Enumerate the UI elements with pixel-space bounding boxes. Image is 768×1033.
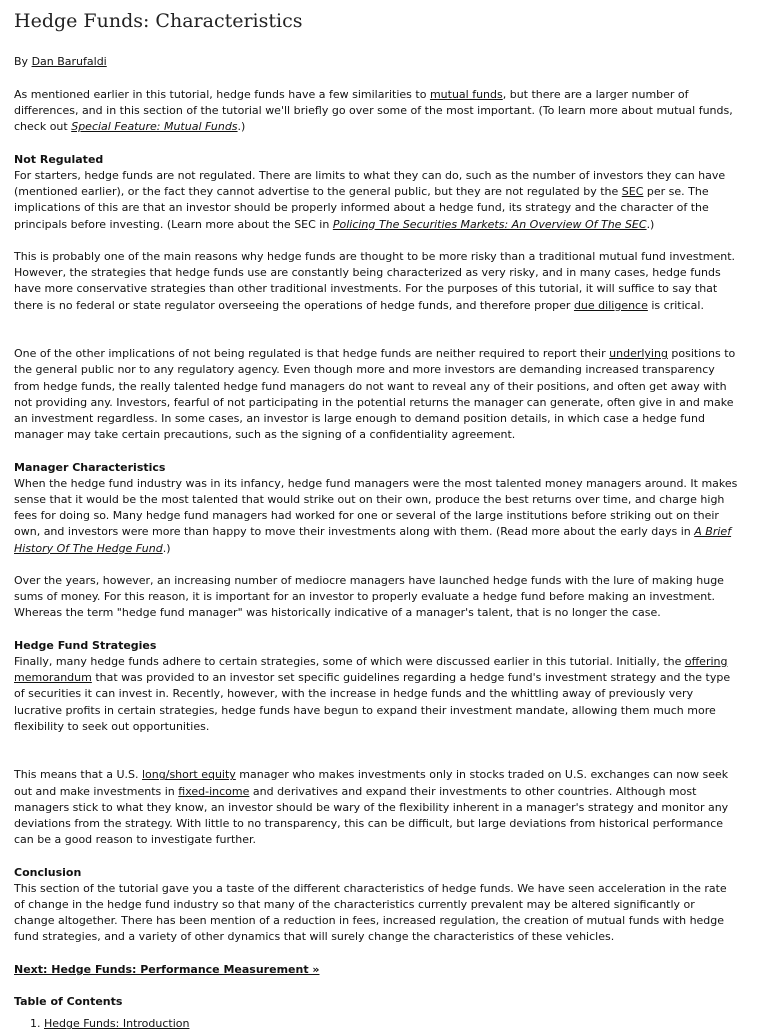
underlying-link[interactable]: underlying — [609, 347, 668, 361]
due-diligence-link[interactable]: due diligence — [573, 298, 648, 312]
not-regulated-paragraph-1 — [14, 168, 738, 233]
not-regulated-paragraph-3 — [14, 346, 738, 443]
toc-title: Table of Contents — [14, 995, 123, 1009]
intro-paragraph — [14, 87, 738, 136]
special-feature-link[interactable]: Special Feature: Mutual Funds — [71, 120, 238, 134]
manager-paragraph-2: Over the years, however, an increasing number of mediocre managers have launched hedge funds with the lure of making huge sums of money. For this reason, it is important for an investor to properly evaluate a hedge fund before making an investment. Whereas the term "hedge fund manager" was historically indicative of a manager's talent, that is no longer the case. — [14, 574, 724, 620]
text: .) — [162, 541, 171, 555]
brief-history-link[interactable]: A Brief History Of The Hedge Fund — [14, 525, 732, 555]
text: Finally, many hedge funds adhere to certain strategies, some of which were discussed earlier in this tutorial. Initially, the — [14, 655, 685, 669]
text: manager who makes investments only in stocks traded on U.S. exchanges can now seek out and make investments in — [14, 768, 729, 798]
text: As mentioned earlier in this tutorial, hedge funds have a few similarities to — [14, 88, 430, 101]
text: This means that a U.S. — [14, 768, 142, 782]
text: positions to the general public nor to any regulatory agency. Even though more and more investors are demanding increased transparency from hedge funds, the really talented hedge fund managers do not want to reveal any of their positions, and often get away with not providing any. Investors, fearful of not participating in the potential returns the manager can generate, often give in and make an investment regardless. In some cases, an investor is large enough to demand position details, in which case a hedge fund manager may take certain precautions, such as the signing of a confidentiality agreement. — [14, 347, 736, 442]
policing-markets-link[interactable]: Policing The Securities Markets: An Overview Of The SEC — [332, 217, 647, 231]
byline-prefix: By — [14, 55, 32, 68]
offering-memorandum-link[interactable]: offering memorandum — [14, 655, 728, 685]
next-page-container — [14, 962, 738, 978]
text: and derivatives and expand their investments to other countries. Although most managers stick to what they know, an investor should be wary of the flexibility inherent in a manager's strategy and monitor any deviations from the strategy. With little to no transparency, this can be difficult, but large deviations from historical performance can be a good reason to investigate further. — [14, 784, 729, 847]
next-page-link[interactable]: Next: Hedge Funds: Performance Measurement » — [14, 962, 320, 976]
text: One of the other implications of not being regulated is that hedge funds are neither required to report their — [14, 347, 610, 361]
toc-item — [44, 1016, 738, 1032]
article-body — [14, 87, 738, 1033]
strategies-paragraph-1 — [14, 654, 738, 735]
text: For starters, hedge funds are not regulated. There are limits to what they can do, such as the number of investors they can have (mentioned earlier), or the fact they cannot advertise to the general public, but they are not regulated by the — [14, 169, 726, 199]
long-short-equity-link[interactable]: long/short equity — [142, 768, 236, 782]
page-title: Hedge Funds: Characteristics — [14, 10, 303, 32]
conclusion-paragraph: This section of the tutorial gave you a taste of the different characteristics of hedge funds. We have seen acceleration in the rate of change in the hedge fund industry so that many of the characteristics currently prevalent may be altered significantly or change altogether. There has been mention of a reduction in fees, increased regulation, the creation of mutual funds with hedge fund strategies, and a variety of other dynamics that will surely change the characteristics of these vehicles. — [14, 881, 727, 944]
toc-list — [14, 1016, 738, 1032]
text: This is probably one of the main reasons why hedge funds are thought to be more risky than a traditional mutual fund investment. However, the strategies that hedge funds use are constantly being characterized as very risky, and in many cases, hedge funds have more conservative strategies than other traditional investments. For the purposes of this tutorial, it will suffice to say that there is no federal or state regulator overseeing the operations of hedge funds, and therefore proper — [14, 250, 736, 312]
manager-paragraph-1 — [14, 476, 738, 557]
byline — [14, 55, 107, 68]
text: that was provided to an investor set specific guidelines regarding a hedge fund's investment strategy and the type of securities it can invest in. Recently, however, with the increase in hedge funds and the whittling away of previously very lucrative profits in certain strategies, hedge funds have begun to expand their investment mandate, allowing them much more flexibility to seek out opportunities. — [14, 671, 731, 733]
text: , but there are a larger number of differences, and in this section of the tutorial we'll briefly go over some of the most important. (To learn more about mutual funds, check out — [14, 88, 733, 134]
fixed-income-link[interactable]: fixed-income — [178, 784, 250, 798]
not-regulated-paragraph-2 — [14, 249, 738, 314]
text: .) — [237, 120, 246, 134]
text: .) — [646, 217, 655, 231]
text: per se. The implications of this are that an investor should be properly informed about a hedge fund, its strategy and the character of the principals before investing. (Learn more about the SEC in — [14, 185, 709, 231]
text: When the hedge fund industry was in its infancy, hedge fund managers were the most talented money managers around. It makes sense that it would be the most talented that would strike out on their own, produce the best returns over time, and charge high fees for doing so. Many hedge fund managers had worked for one or several of the large institutions before striking out on their own, and investors were more than happy to move their investments along with them. (Read more about the early days in — [14, 476, 738, 539]
section-heading-not-regulated: Not Regulated — [14, 152, 104, 166]
strategies-paragraph-2 — [14, 767, 738, 848]
sec-link[interactable]: SEC — [621, 185, 644, 199]
section-heading-strategies: Hedge Fund Strategies — [14, 638, 157, 652]
author-link[interactable]: Dan Barufaldi — [31, 55, 107, 68]
mutual-funds-link[interactable]: mutual funds — [429, 88, 503, 101]
text: is critical. — [647, 298, 704, 312]
section-heading-conclusion: Conclusion — [14, 865, 82, 879]
section-heading-manager: Manager Characteristics — [14, 460, 166, 474]
toc-item-link[interactable]: Hedge Funds: Introduction — [44, 1017, 190, 1031]
